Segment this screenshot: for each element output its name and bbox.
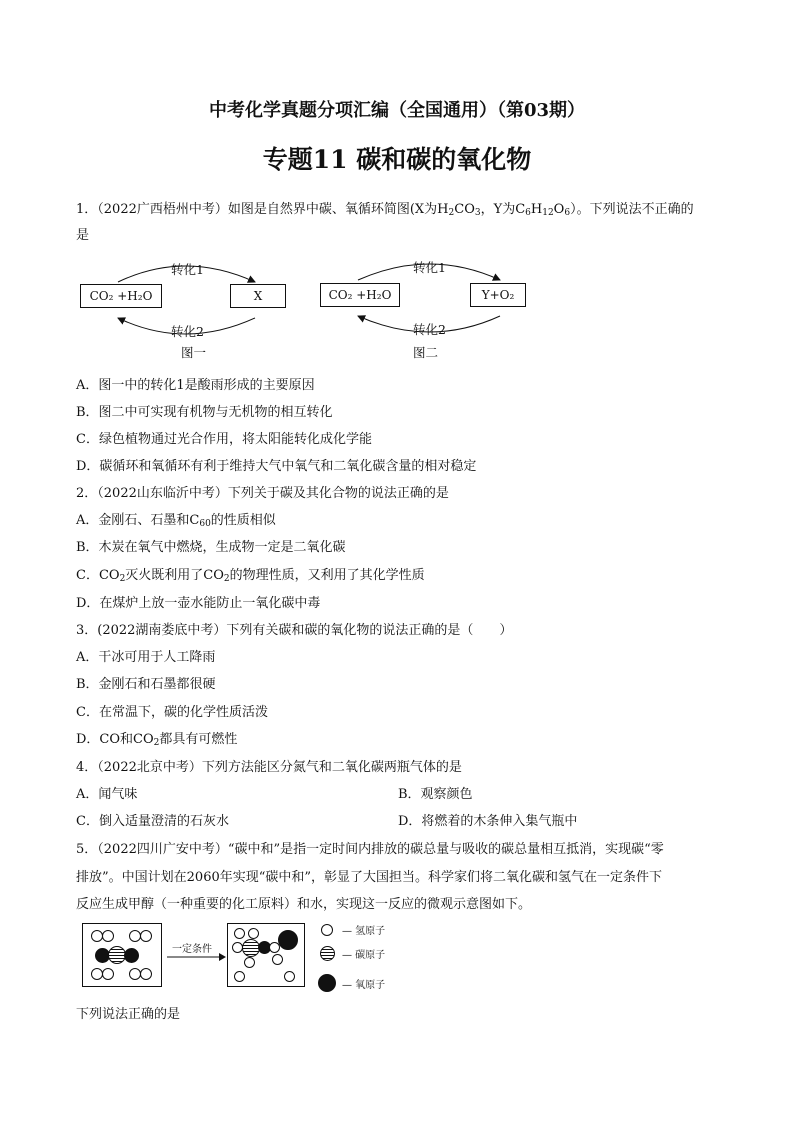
hydrogen-atom [284,971,295,982]
fig2-caption: 图二 [413,345,439,360]
q4-option-a: A．闻气味 [76,787,138,802]
reactant-box [82,923,162,987]
legend-hydrogen-label: — 氢原子 [342,926,386,937]
hydrogen-atom [102,930,114,942]
fig2-left-box: CO₂ +H₂O [320,283,400,307]
legend-hydrogen-symbol [321,924,333,936]
q3-option-d: D．CO和$CO_2$都具有可燃性 [76,732,238,748]
q3-stem: 3．(2022湖南娄底中考）下列有关碳和碳的氧化物的说法正确的是（ ） [76,623,513,638]
fig1-bottom-label: 转化2 [171,324,204,339]
q4-option-d: D．将燃着的木条伸入集气瓶中 [398,814,578,829]
oxygen-atom [278,930,298,950]
hydrogen-atom [140,968,152,980]
legend-oxygen-label: — 氧原子 [342,980,386,991]
fig1-left-box: CO₂ +H₂O [80,284,162,308]
q1-stem-cont: 是 [76,228,90,243]
fig2-right-box: Y+O₂ [470,283,526,307]
product-box [227,923,305,987]
q1-stem: 1．（2022广西梧州中考）如图是自然界中碳、氧循环简图(X为$H_2CO_3$，Y为$C_6H_{12}O_6$）。下列说法不正确的 [76,202,694,218]
fig1-caption: 图一 [181,345,207,360]
legend-carbon-symbol [320,946,335,961]
q1-option-b: B．图二中可实现有机物与无机物的相互转化 [76,405,333,420]
hydrogen-atom [248,928,259,939]
hydrogen-atom [234,928,245,939]
hydrogen-atom [272,954,283,965]
q2-option-a: A．金刚石、石墨和$C_{60}$的性质相似 [76,513,276,529]
q1-option-a: A．图一中的转化1是酸雨形成的主要原因 [76,378,315,393]
q4-option-c: C．倒入适量澄清的石灰水 [76,814,229,829]
q2-option-b: B．木炭在氧气中燃烧，生成物一定是二氧化碳 [76,540,346,555]
fig2-top-label: 转化1 [413,260,446,275]
fig1-top-label: 转化1 [171,262,204,277]
reaction-condition: 一定条件 [172,944,212,955]
q3-option-c: C．在常温下，碳的化学性质活泼 [76,705,268,720]
hydrogen-atom [102,968,114,980]
hydrogen-atom [244,957,255,968]
q5-after: 下列说法正确的是 [76,1007,181,1022]
legend-carbon-label: — 碳原子 [342,950,386,961]
q5-line-2: 排放”。中国计划在2060年实现“碳中和”，彰显了大国担当。科学家们将二氧化碳和氢气在一定条件下 [76,870,663,885]
reaction-arrow [165,952,227,962]
q2-option-c: C．$CO_2$灭火既利用了$CO_2$的物理性质，又利用了其化学性质 [76,568,425,584]
q1-option-c: C．绿色植物通过光合作用，将太阳能转化成化学能 [76,432,372,447]
q5-line-1: 5．（2022四川广安中考）“碳中和”是指一定时间内排放的碳总量与吸收的碳总量相互抵消，实现碳“零 [76,842,664,857]
q4-option-b: B．观察颜色 [398,787,473,802]
hydrogen-atom [269,942,280,953]
q2-option-d: D．在煤炉上放一壶水能防止一氧化碳中毒 [76,596,321,611]
q3-option-b: B．金刚石和石墨都很硬 [76,677,216,692]
q3-option-a: A．干冰可用于人工降雨 [76,650,216,665]
q5-line-3: 反应生成甲醇（一种重要的化工原料）和水，实现这一反应的微观示意图如下。 [76,897,532,912]
q4-stem: 4．（2022北京中考）下列方法能区分氮气和二氧化碳两瓶气体的是 [76,760,462,775]
q2-stem: 2．（2022山东临沂中考）下列关于碳及其化合物的说法正确的是 [76,486,449,501]
hydrogen-atom [234,971,245,982]
fig1-right-box: X [230,284,286,308]
legend-oxygen-symbol [318,974,336,992]
q1-option-d: D．碳循环和氧循环有利于维持大气中氧气和二氧化碳含量的相对稳定 [76,459,477,474]
hydrogen-atom [140,930,152,942]
page-title: 中考化学真题分项汇编（全国通用）（第03期） [208,100,586,121]
oxygen-atom [124,948,139,963]
fig2-bottom-label: 转化2 [413,322,446,337]
page-subtitle: 专题11 碳和碳的氧化物 [262,145,532,174]
